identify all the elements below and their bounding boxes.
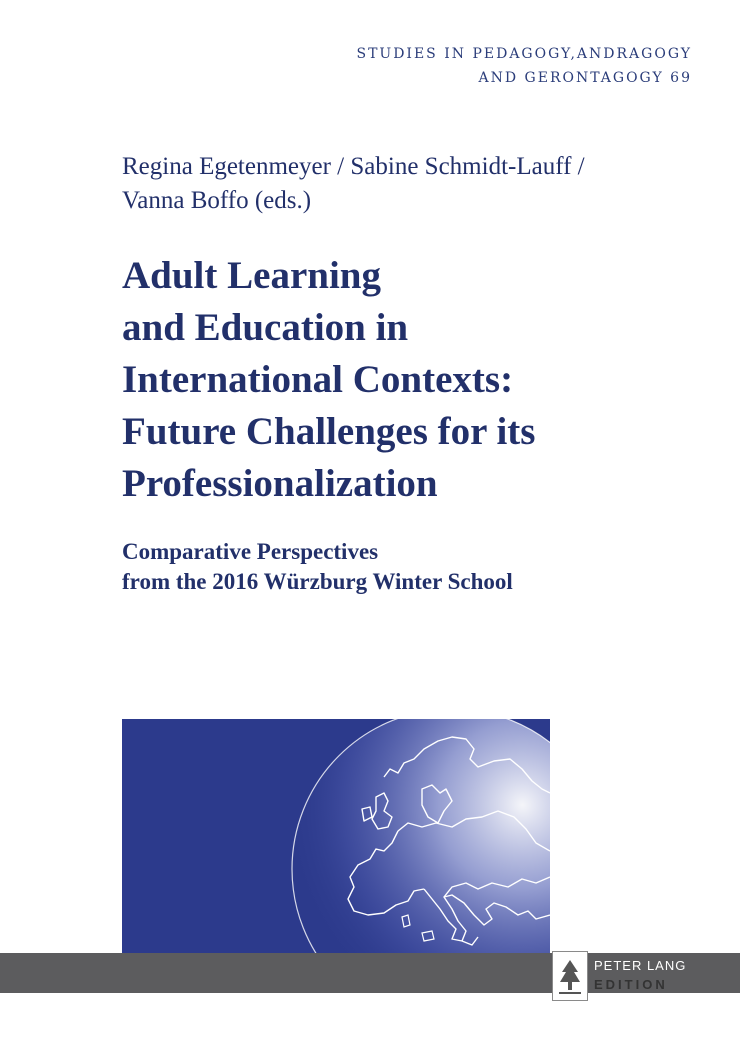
series-line-2: AND GERONTAGOGY 69 (478, 70, 692, 86)
publisher-edition: EDITION (594, 977, 668, 992)
title-line-3: International Contexts: (122, 358, 514, 401)
publisher-logo (552, 951, 702, 1001)
series-title (356, 42, 692, 90)
title-line-1: Adult Learning (122, 254, 381, 297)
europe-globe-image (122, 719, 550, 953)
tree-icon (553, 952, 587, 1000)
title-line-4: Future Challenges for its (122, 410, 536, 453)
book-subtitle (122, 537, 513, 597)
title-line-2: and Education in (122, 306, 409, 349)
subtitle-line-2: from the 2016 Würzburg Winter School (122, 569, 513, 594)
series-line-1: STUDIES IN PEDAGOGY,ANDRAGOGY (356, 46, 692, 62)
publisher-name: PETER LANG (594, 958, 687, 973)
subtitle-line-1: Comparative Perspectives (122, 539, 379, 564)
publisher-emblem (552, 951, 588, 1001)
editors-line-1: Regina Egetenmeyer / Sabine Schmidt-Lauff / (122, 153, 585, 180)
editors-line-2: Vanna Boffo (eds.) (122, 187, 312, 214)
book-title (122, 250, 535, 510)
editors (122, 150, 585, 218)
title-line-5: Professionalization (122, 462, 438, 505)
